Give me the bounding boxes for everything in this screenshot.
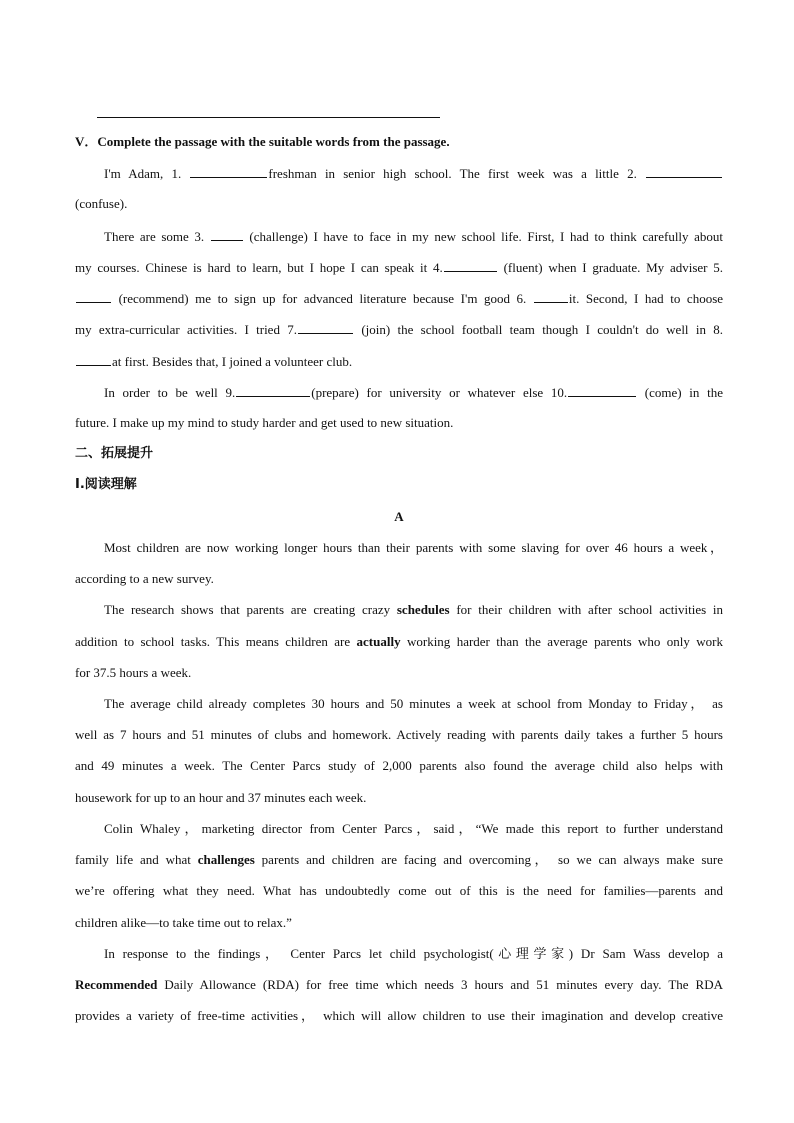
exercise-line: [104, 228, 723, 245]
reading-heading: I.阅读理解: [75, 477, 137, 492]
passage-line: well as 7 hours and 51 minutes of clubs and homework. Actively reading with parents daily takes a further 5 hours: [75, 727, 723, 742]
passage-line: The average child already completes 30 hours and 50 minutes a week at school from Monday to Friday， as: [104, 696, 723, 711]
passage-line: children alike—to take time out to relax.”: [75, 915, 292, 930]
bold-word: actually: [356, 634, 401, 649]
exercise-line: [104, 384, 723, 401]
text: (recommend) me to sign up for advanced literature because I'm good 6.: [118, 291, 527, 306]
text: (join) the school football team though I couldn't do well in 8.: [361, 322, 723, 337]
text: it. Second, I had to choose: [568, 291, 724, 306]
blank-4[interactable]: [444, 259, 497, 272]
bold-word: Recommended: [75, 977, 158, 992]
blank-8[interactable]: [76, 353, 111, 366]
exercise-line: future. I make up my mind to study harder and get used to new situation.: [75, 415, 454, 430]
text: There are some 3.: [104, 229, 205, 244]
text: family life and what: [75, 852, 198, 867]
text: my extra-curricular activities. I tried 7.: [75, 322, 298, 337]
bold-word: challenges: [197, 852, 255, 867]
text: (come) in the: [644, 385, 723, 400]
passage-line: for 37.5 hours a week.: [75, 665, 192, 680]
exercise-line: [104, 165, 723, 182]
text: The research shows that parents are creating crazy: [104, 602, 397, 617]
passage-line: [104, 946, 723, 963]
text: at first. Besides that, I joined a volunteer club.: [112, 354, 353, 369]
passage-line: [75, 634, 723, 650]
chinese-gloss: 心理学家: [493, 947, 569, 962]
text: ) Dr Sam Wass develop a: [568, 946, 723, 961]
passage-line: [75, 977, 723, 993]
text: I'm Adam, 1.: [104, 166, 182, 181]
blank-9[interactable]: [236, 384, 310, 397]
part-2-heading: 二、拓展提升: [75, 446, 154, 461]
passage-line: housework for up to an hour and 37 minutes each week.: [75, 790, 367, 805]
text: parents and children are facing and overcoming， so we can always make sure: [254, 852, 723, 867]
answer-line: [97, 117, 440, 118]
text: In order to be well 9.: [104, 385, 236, 400]
passage-line: Most children are now working longer hours than their parents with some slaving for over 46 hours a week，: [104, 540, 723, 555]
text: for their children with after school activities in: [449, 602, 723, 617]
text: Daily Allowance (RDA) for free time which needs 3 hours and 51 minutes every day. The RDA: [157, 977, 723, 992]
text: (challenge) I have to face in my new school life. First, I had to think carefully about: [249, 229, 724, 244]
text: freshman in senior high school. The first week was a little 2.: [268, 166, 637, 181]
text: (fluent) when I graduate. My adviser 5.: [503, 260, 724, 275]
blank-7[interactable]: [298, 321, 353, 334]
passage-letter: A: [394, 509, 404, 524]
passage-line: according to a new survey.: [75, 571, 214, 586]
text: my courses. Chinese is hard to learn, but I hope I can speak it 4.: [75, 260, 443, 275]
text: addition to school tasks. This means children are: [75, 634, 357, 649]
blank-5[interactable]: [76, 290, 111, 303]
text: working harder than the average parents who only work: [400, 634, 723, 649]
blank-3[interactable]: [211, 228, 243, 241]
passage-line: [75, 852, 723, 868]
passage-line: Colin Whaley，marketing director from Center Parcs，said，“We made this report to further understand: [104, 821, 723, 836]
blank-10[interactable]: [568, 384, 636, 397]
exercise-line: (confuse).: [75, 196, 128, 211]
text: In response to the findings， Center Parcs let child psychologist(: [104, 946, 494, 961]
text: (prepare) for university or whatever else 10.: [311, 385, 568, 400]
exercise-line: [75, 290, 723, 307]
section-v-heading: V．Complete the passage with the suitable words from the passage.: [75, 134, 450, 149]
blank-1[interactable]: [190, 165, 267, 178]
exercise-line: [75, 353, 723, 370]
passage-line: we’re offering what they need. What has undoubtedly come out of this is the need for families—parents and: [75, 883, 723, 898]
passage-line: provides a variety of free-time activities， which will allow children to use their imagination and develop creative: [75, 1008, 723, 1023]
passage-line: and 49 minutes a week. The Center Parcs study of 2,000 parents also found the average child also helps with: [75, 758, 723, 773]
exercise-line: [75, 321, 723, 338]
bold-word: schedules: [396, 602, 450, 617]
blank-6[interactable]: [534, 290, 568, 303]
exercise-line: [75, 259, 723, 276]
blank-2[interactable]: [646, 165, 722, 178]
passage-line: [104, 602, 723, 618]
